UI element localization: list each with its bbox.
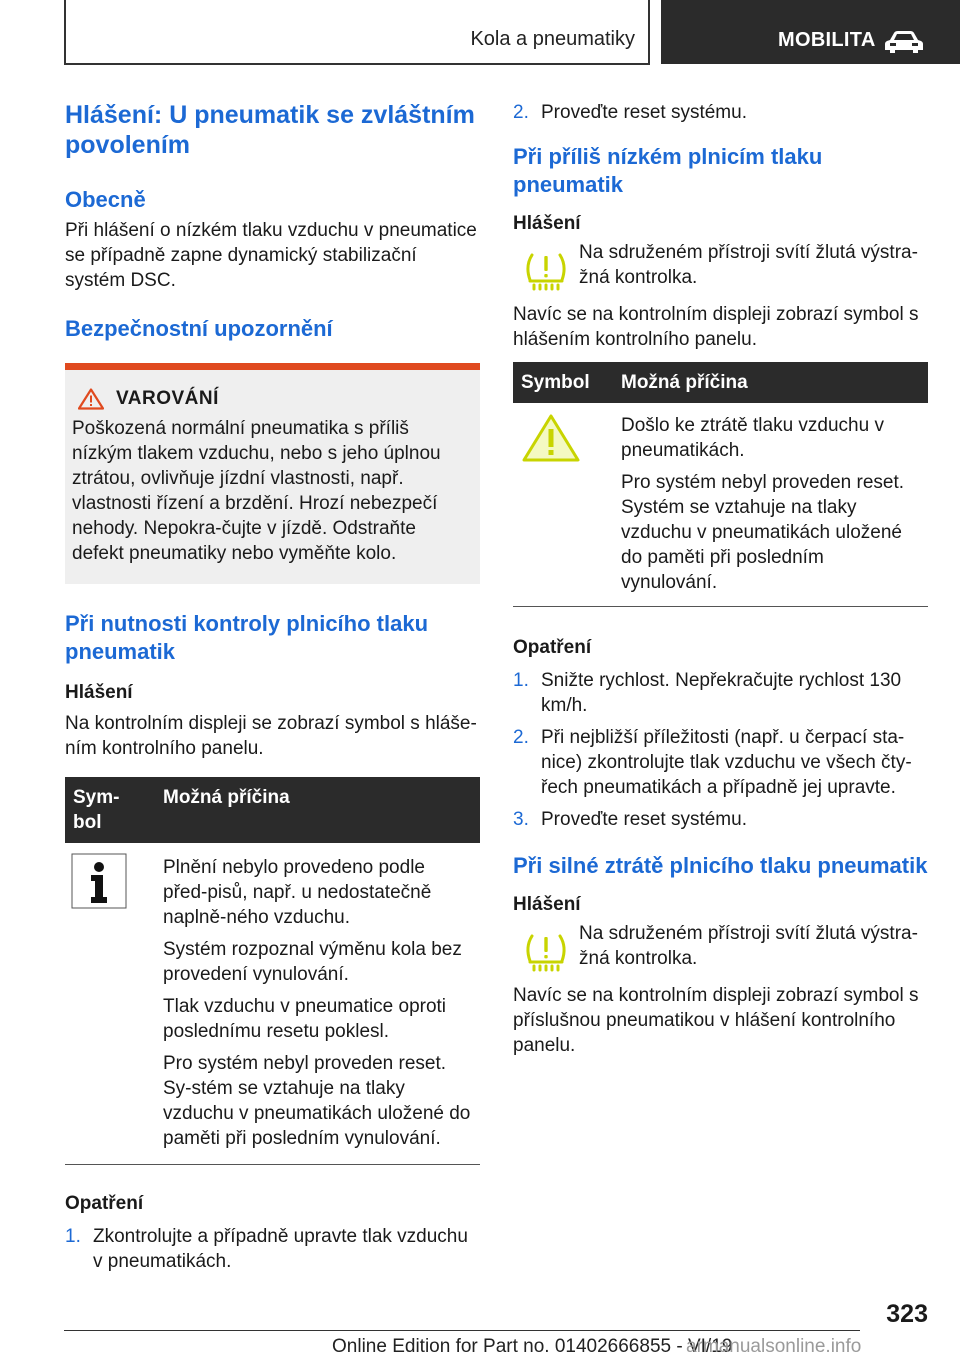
info-icon [71, 853, 127, 909]
warning-title: VAROVÁNÍ [116, 388, 219, 409]
watermark-text: armanualsonline.info [686, 1336, 862, 1357]
tire-pressure-warning-icon [523, 931, 569, 973]
car-icon [884, 30, 924, 54]
table-row [65, 843, 480, 1165]
page-number: 323 [886, 1300, 928, 1328]
message-label: Hlášení [65, 682, 133, 703]
list-item [65, 1224, 480, 1274]
table-header-row [65, 777, 480, 843]
continued-steps [513, 100, 928, 125]
table-symbol-cell [65, 843, 151, 1165]
table-symbol-cell [513, 403, 613, 607]
warning-triangle-icon [521, 413, 581, 463]
general-text: Při hlášení o nízkém tlaku vzduchu v pneumatice se případně zapne dynamický stabilizační systém DSC. [65, 220, 477, 291]
pressure-loss-heading: Při silné ztrátě plnicího tlaku pneumatik [513, 853, 928, 878]
list-item [513, 668, 928, 718]
table-row [513, 403, 928, 607]
step-text: Proveďte reset systému. [541, 102, 747, 123]
warning-triangle-icon [78, 388, 104, 410]
table-header-cause: Možná příčina [151, 777, 480, 843]
table-cause-cell [151, 843, 480, 1165]
header-section-title: Kola a pneumatiky [470, 28, 635, 50]
action-label: Opatření [65, 1193, 144, 1214]
cause-text: Tlak vzduchu v pneumatice oproti poslednímu resetu poklesl. [163, 996, 447, 1042]
symbol-table-right [513, 362, 928, 607]
loss-indicator-text: Na sdruženém přístroji svítí žlutá výstra‐žná kontrolka. [579, 923, 918, 969]
action-steps [513, 668, 928, 832]
header-rule-bottom [64, 63, 650, 65]
tire-pressure-warning-icon [523, 250, 569, 292]
header-chapter-title: MOBILITA [778, 29, 876, 51]
header-rule-left [64, 0, 66, 64]
edition-text: Online Edition for Part no. 01402666855 - VI/19 [332, 1336, 733, 1357]
warning-box [65, 363, 480, 584]
step-text: Proveďte reset systému. [541, 809, 747, 830]
action-steps [65, 1224, 480, 1274]
action-label: Opatření [513, 637, 592, 658]
footer-rule [64, 1330, 860, 1331]
low-display-text: Navíc se na kontrolním displeji zobrazí symbol s hlášením kontrolního panelu. [513, 304, 919, 350]
table-header-symbol: Sym‐bol [65, 777, 151, 843]
list-item [513, 100, 928, 125]
list-item [513, 807, 928, 832]
low-indicator-row [513, 240, 928, 292]
step-number: 2. [513, 102, 529, 123]
step-text: Zkontrolujte a případně upravte tlak vzduchu v pneumatikách. [93, 1226, 468, 1272]
check-pressure-heading: Při nutnosti kontroly plnicího tlaku pneumatik [65, 611, 429, 664]
message-text: Na kontrolním displeji se zobrazí symbol s hláše‐ním kontrolního panelu. [65, 713, 477, 759]
warning-text: Poškozená normální pneumatika s příliš nízkým tlakem vzduchu, nebo s jeho úplnou ztrátou, ovlivňuje jízdní vlastnosti, např. vlastnosti řízení a brzdění. Hrozí nebezpečí nehody. Nepokra‐čujte v jízdě. Odstraňte defekt pneumatiky nebo vyměňte kolo. [72, 418, 441, 564]
loss-indicator-icon-wrap [513, 921, 579, 973]
step-number: 1. [65, 1226, 81, 1247]
cause-text: Došlo ke ztrátě tlaku vzduchu v pneumatikách. [621, 415, 884, 461]
symbol-table [65, 777, 480, 1165]
general-heading: Obecně [65, 187, 146, 212]
header-divider [648, 0, 650, 64]
table-header-symbol: Symbol [513, 362, 613, 403]
step-text: Snižte rychlost. Nepřekračujte rychlost 130 km/h. [541, 670, 902, 716]
step-number: 1. [513, 670, 529, 691]
table-header-cause: Možná příčina [613, 362, 928, 403]
low-pressure-heading: Při příliš nízkém plnicím tlaku pneumatik [513, 144, 823, 197]
left-column [65, 100, 480, 1281]
table-header-row [513, 362, 928, 403]
loss-indicator-row [513, 921, 928, 973]
list-item [513, 725, 928, 800]
cause-text: Systém rozpoznal výměnu kola bez provedení vynulování. [163, 939, 462, 985]
cause-text: Plnění nebylo provedeno podle před‐pisů, např. u nedostatečně naplně‐ného vzduchu. [163, 857, 432, 928]
cause-text: Pro systém nebyl proveden reset. Sy‐stém se vztahuje na tlaky vzduchu v pneumatikách uložené do paměti při posledním vynulování. [163, 1053, 471, 1149]
warning-header [78, 388, 472, 410]
loss-message-label: Hlášení [513, 894, 581, 915]
low-indicator-icon-wrap [513, 240, 579, 292]
cause-text: Pro systém nebyl proveden reset. Systém se vztahuje na tlaky vzduchu v pneumatikách uložené do paměti při posledním vynulování. [621, 472, 905, 593]
safety-heading: Bezpečnostní upozornění [65, 316, 333, 341]
right-column [513, 100, 928, 1058]
low-indicator-text: Na sdruženém přístroji svítí žlutá výstra‐žná kontrolka. [579, 242, 918, 288]
step-text: Při nejbližší příležitosti (např. u čerpací sta‐nice) zkontrolujte tlak vzduchu ve všech čty‐řech pneumatikách a případně jej upravte. [541, 727, 912, 798]
step-number: 2. [513, 727, 529, 748]
table-cause-cell [613, 403, 928, 607]
loss-display-text: Navíc se na kontrolním displeji zobrazí symbol s příslušnou pneumatikou v hlášení kontrolního panelu. [513, 985, 919, 1056]
low-message-label: Hlášení [513, 213, 581, 234]
page-title: Hlášení: U pneumatik se zvláštním povolením [65, 101, 475, 159]
step-number: 3. [513, 809, 529, 830]
